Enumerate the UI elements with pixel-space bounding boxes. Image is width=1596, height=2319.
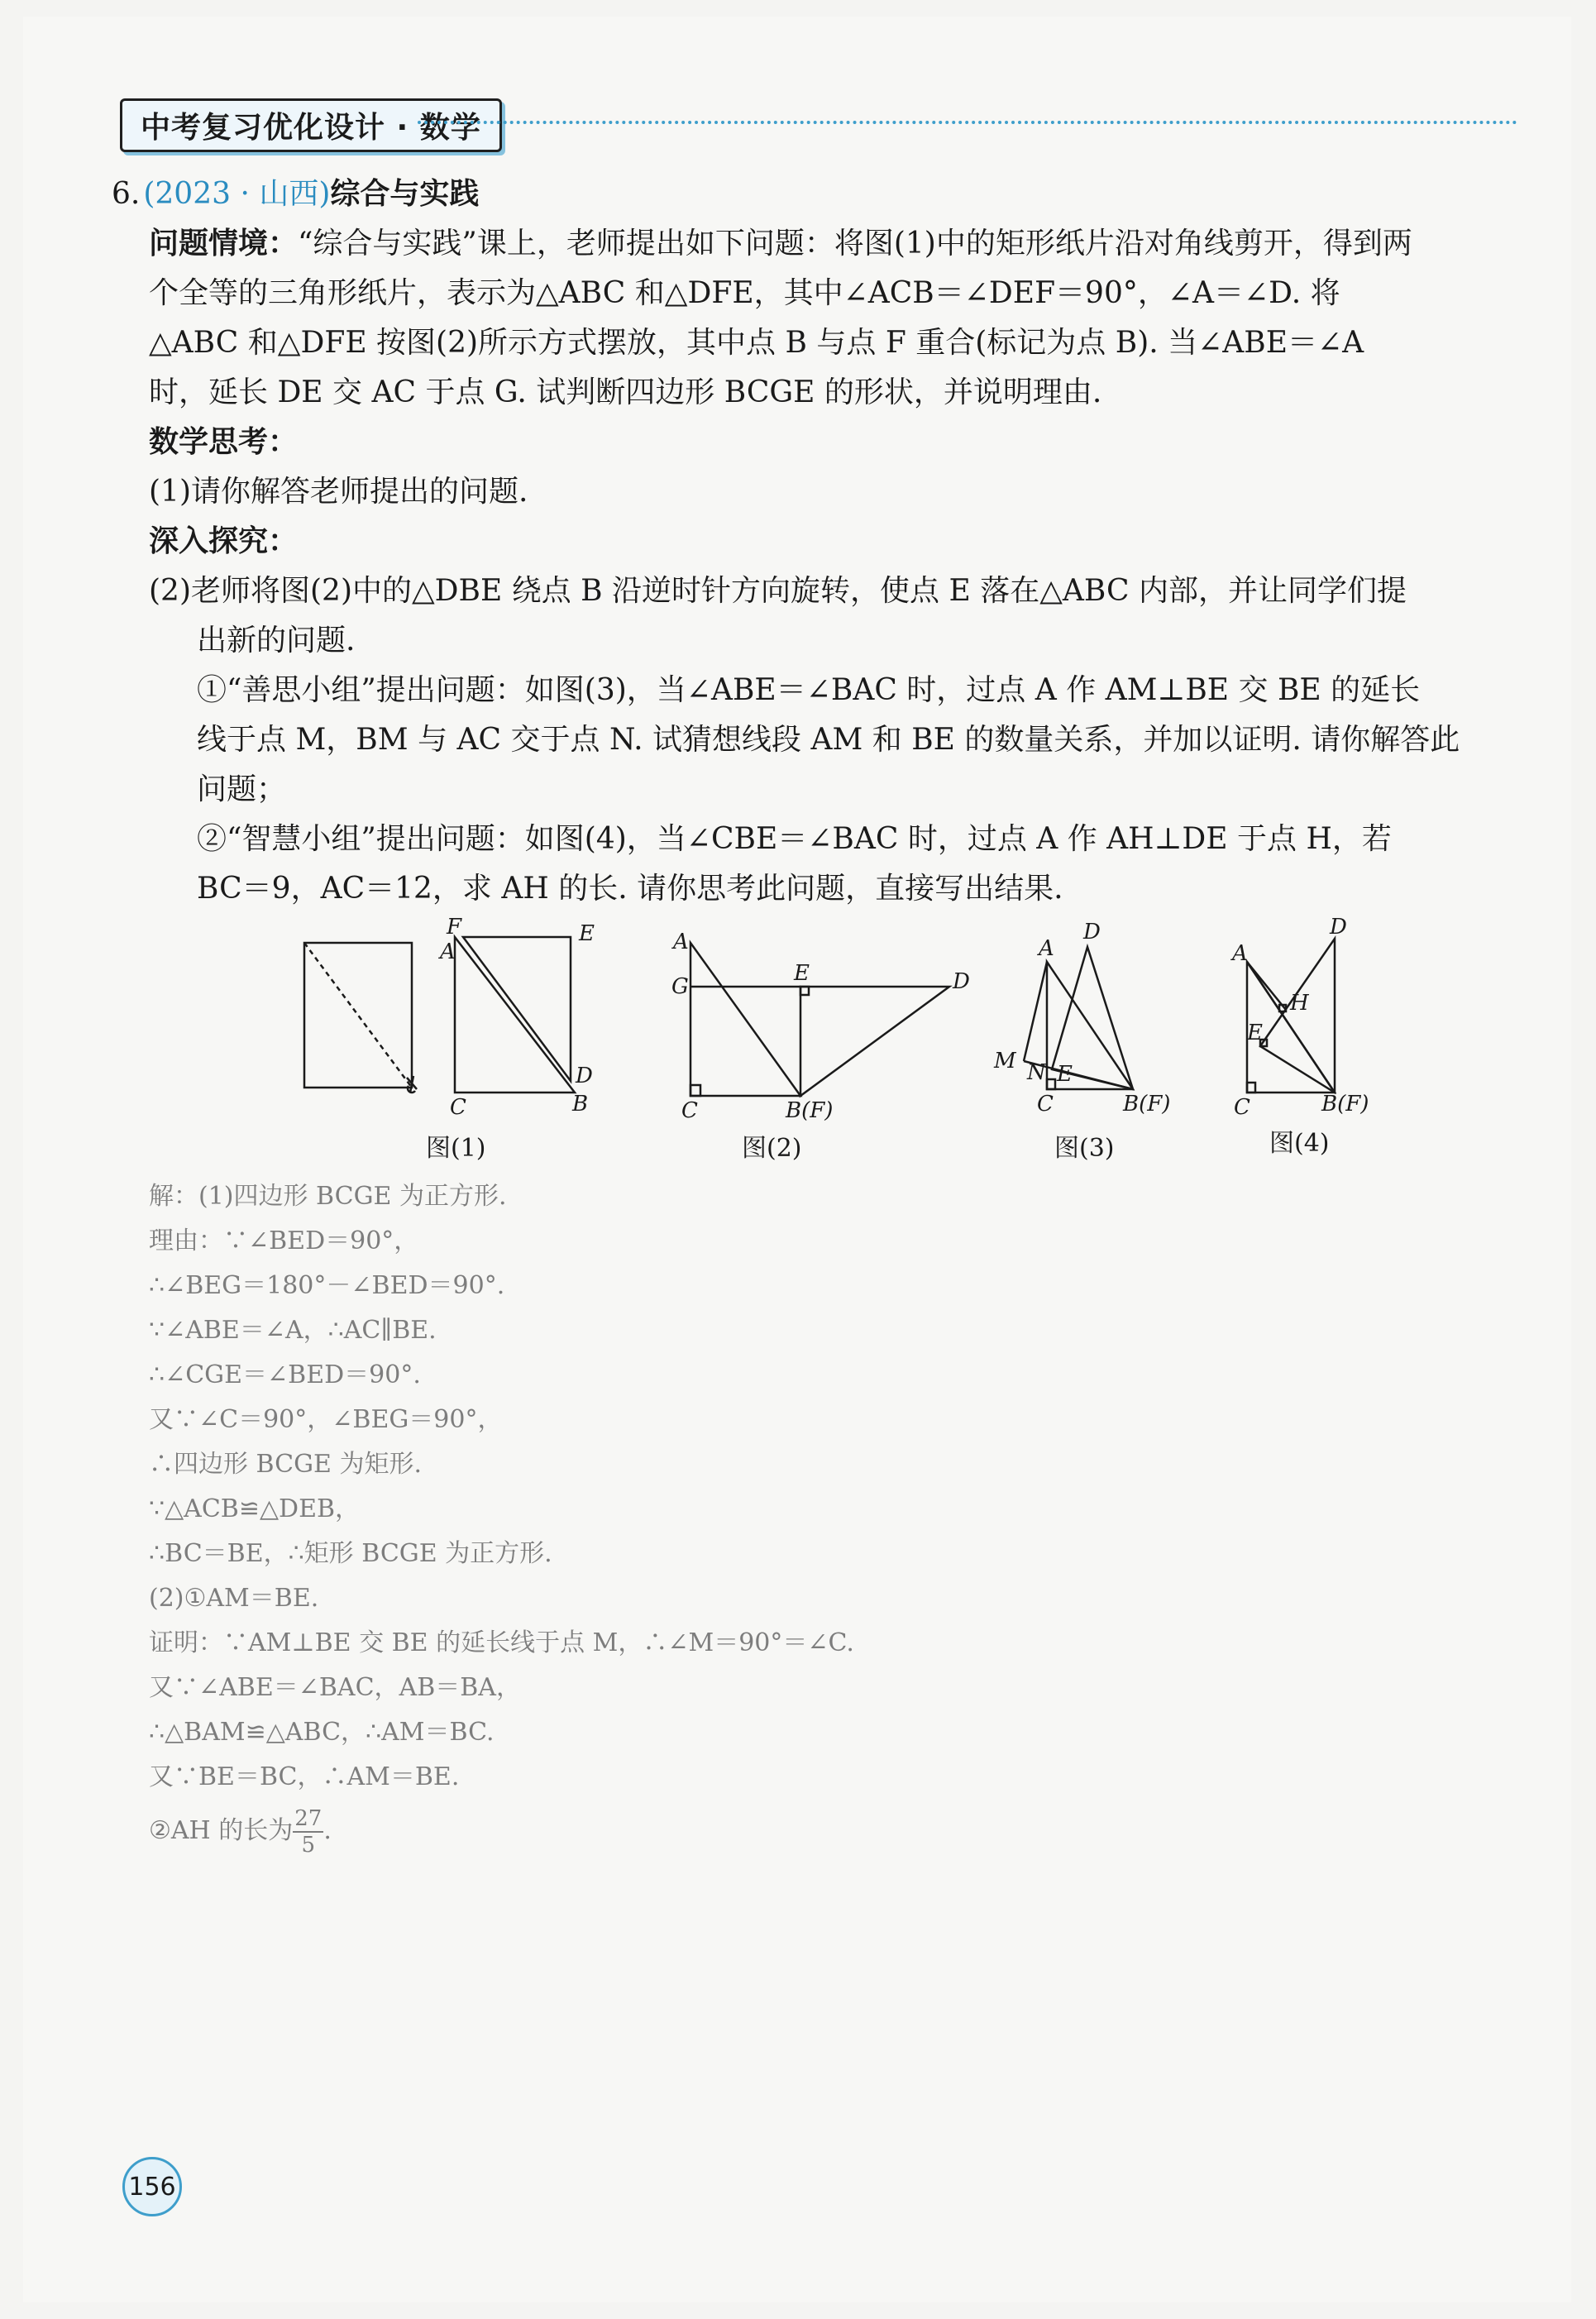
situation-line-2: 个全等的三角形纸片，表示为△ABC 和△DFE，其中∠ACB＝∠DEF＝90°，∠A＝∠D. 将 [149,276,1340,310]
fig4-label-e: E [1247,1021,1263,1045]
situation-line-3: △ABC 和△DFE 按图(2)所示方式摆放，其中点 B 与点 F 重合(标记为点 B). 当∠ABE＝∠A [149,326,1364,360]
caption-figure-4: 图(4) [1269,1129,1330,1158]
fig3-label-bf: B(F) [1123,1092,1171,1116]
solution-last-prefix: ②AH 的长为 [149,1816,294,1845]
solution-line: ∴BC＝BE，∴矩形 BCGE 为正方形. [149,1539,552,1568]
sub-question-2-line-2: BC＝9，AC＝12，求 AH 的长. 请你思考此问题，直接写出结果. [197,872,1063,906]
question-source: (2023 · 山西) [143,177,331,211]
figure-4 [1247,939,1335,1093]
solution-line: 证明：∵AM⊥BE 交 BE 的延长线于点 M，∴∠M＝90°＝∠C. [149,1628,854,1657]
fig3-label-m: M [994,1049,1016,1073]
figures-row [0,906,1596,1170]
think-label: 数学思考： [149,425,299,459]
fig3-label-d: D [1083,920,1101,944]
fig4-right-angle-h [1279,1005,1286,1011]
fig1-label-d: D [576,1064,593,1088]
fig3-segment-am [1024,962,1047,1061]
fig3-label-c: C [1037,1092,1054,1116]
fig2-label-g: G [671,974,689,999]
fig2-right-angle-e [800,987,809,995]
part-2-line-2: 出新的问题. [197,624,356,657]
question-heading [112,170,1517,219]
situation-line-1 [149,219,1517,269]
fig4-label-c: C [1234,1095,1250,1120]
solution-line: ∴∠BEG＝180°－∠BED＝90°. [149,1271,505,1300]
fig1-rectangle [304,943,412,1088]
fig4-label-a: A [1232,941,1248,966]
fig2-right-angle-c [690,1085,700,1096]
fig4-triangle-dbe [1260,939,1335,1093]
situation-line-4: 时，延长 DE 交 AC 于点 G. 试判断四边形 BCGE 的形状，并说明理由. [149,375,1102,409]
fig1-triangle-abc [455,937,575,1093]
solution-line: ∴△BAM≌△ABC，∴AM＝BC. [149,1718,495,1747]
fig2-label-a: A [673,930,689,954]
question-title: 综合与实践 [330,177,480,211]
fig1-triangle-dfe [463,937,571,1081]
page-number: 156 [122,2157,182,2216]
fig4-label-d: D [1330,915,1347,940]
figure-2-labels [671,930,970,1123]
figure-2 [690,943,949,1096]
sub-question-1-line-3: 问题； [197,772,287,806]
solution-line: 又∵∠ABE＝∠BAC，AB＝BA， [149,1673,521,1702]
fraction [293,1806,323,1858]
fig4-label-bf: B(F) [1321,1092,1369,1116]
solution [149,1174,1307,1858]
solution-line: 解：(1)四边形 BCGE 为正方形. [149,1182,507,1211]
solution-line: ∴四边形 BCGE 为矩形. [149,1450,423,1479]
fig3-label-n: N [1027,1060,1046,1085]
sub-question-2-line-1: ②“智慧小组”提出问题：如图(4)，当∠CBE＝∠BAC 时，过点 A 作 AH⊥DE 于点 H，若 [197,822,1392,856]
solution-line: 又∵BE＝BC，∴AM＝BE. [149,1762,460,1791]
question-number: 6. [112,177,141,211]
fig3-label-e: E [1057,1062,1073,1087]
caption-figure-2: 图(2) [742,1134,802,1163]
fig1-diagonal-cut [304,943,412,1088]
header [120,99,502,151]
sub-question-1-line-1: ①“善思小组”提出问题：如图(3)，当∠ABE＝∠BAC 时，过点 A 作 AM⊥BE 交 BE 的延长 [197,673,1421,707]
solution-last-line [149,1806,1307,1858]
solution-last-suffix: . [323,1816,332,1845]
solution-line: ∵△ACB≌△DEB， [149,1494,361,1523]
fig2-triangle-abc [690,943,800,1096]
fig3-label-a: A [1039,936,1054,961]
question-body [112,170,1517,914]
fig2-label-bf: B(F) [786,1098,834,1123]
fig3-right-angle-c [1047,1079,1055,1089]
figure-3-labels [993,920,1170,1116]
solution-line: 又∵∠C＝90°，∠BEG＝90°， [149,1405,503,1434]
part-1: (1)请你解答老师提出的问题. [149,475,528,509]
solution-line: ∵∠ABE＝∠A，∴AC∥BE. [149,1316,437,1345]
caption-figure-3: 图(3) [1054,1134,1115,1163]
fig1-label-e: E [579,921,595,946]
fig4-label-h: H [1290,991,1309,1016]
part-2-line-1: (2)老师将图(2)中的△DBE 绕点 B 沿逆时针方向旋转，使点 E 落在△ABC 内部，并让同学们提 [149,574,1407,608]
header-title: 中考复习优化设计 · 数学 [120,98,502,152]
fig1-label-f: F [447,915,462,940]
sub-question-1-line-2: 线于点 M，BM 与 AC 交于点 N. 试猜想线段 AM 和 BE 的数量关系，并加以证明. 请你解答此 [197,723,1460,757]
fig1-label-b: B [572,1092,589,1116]
fig1-label-a: A [440,940,456,964]
solution-line: ∴∠CGE＝∠BED＝90°. [149,1360,421,1389]
caption-figure-1: 图(1) [426,1134,486,1163]
situation-text-1: “综合与实践”课上，老师提出如下问题：将图(1)中的矩形纸片沿对角线剪开，得到两 [298,227,1412,261]
header-dotted-rule [418,121,1517,124]
fig2-label-d: D [953,969,970,994]
situation-label: 问题情境： [149,227,299,261]
solution-line: (2)①AM＝BE. [149,1584,319,1613]
fig2-triangle-dbe [800,987,949,1096]
figure-4-labels [1230,915,1369,1120]
fraction-numerator: 27 [294,1806,323,1831]
fraction-denominator: 5 [301,1833,316,1858]
fig2-label-c: C [681,1098,698,1123]
fig4-right-angle-c [1247,1083,1255,1093]
fig1-label-c: C [450,1095,466,1120]
fig2-label-e: E [794,961,810,986]
solution-line: 理由：∵∠BED＝90°， [149,1226,419,1255]
explore-label: 深入探究： [149,524,299,558]
